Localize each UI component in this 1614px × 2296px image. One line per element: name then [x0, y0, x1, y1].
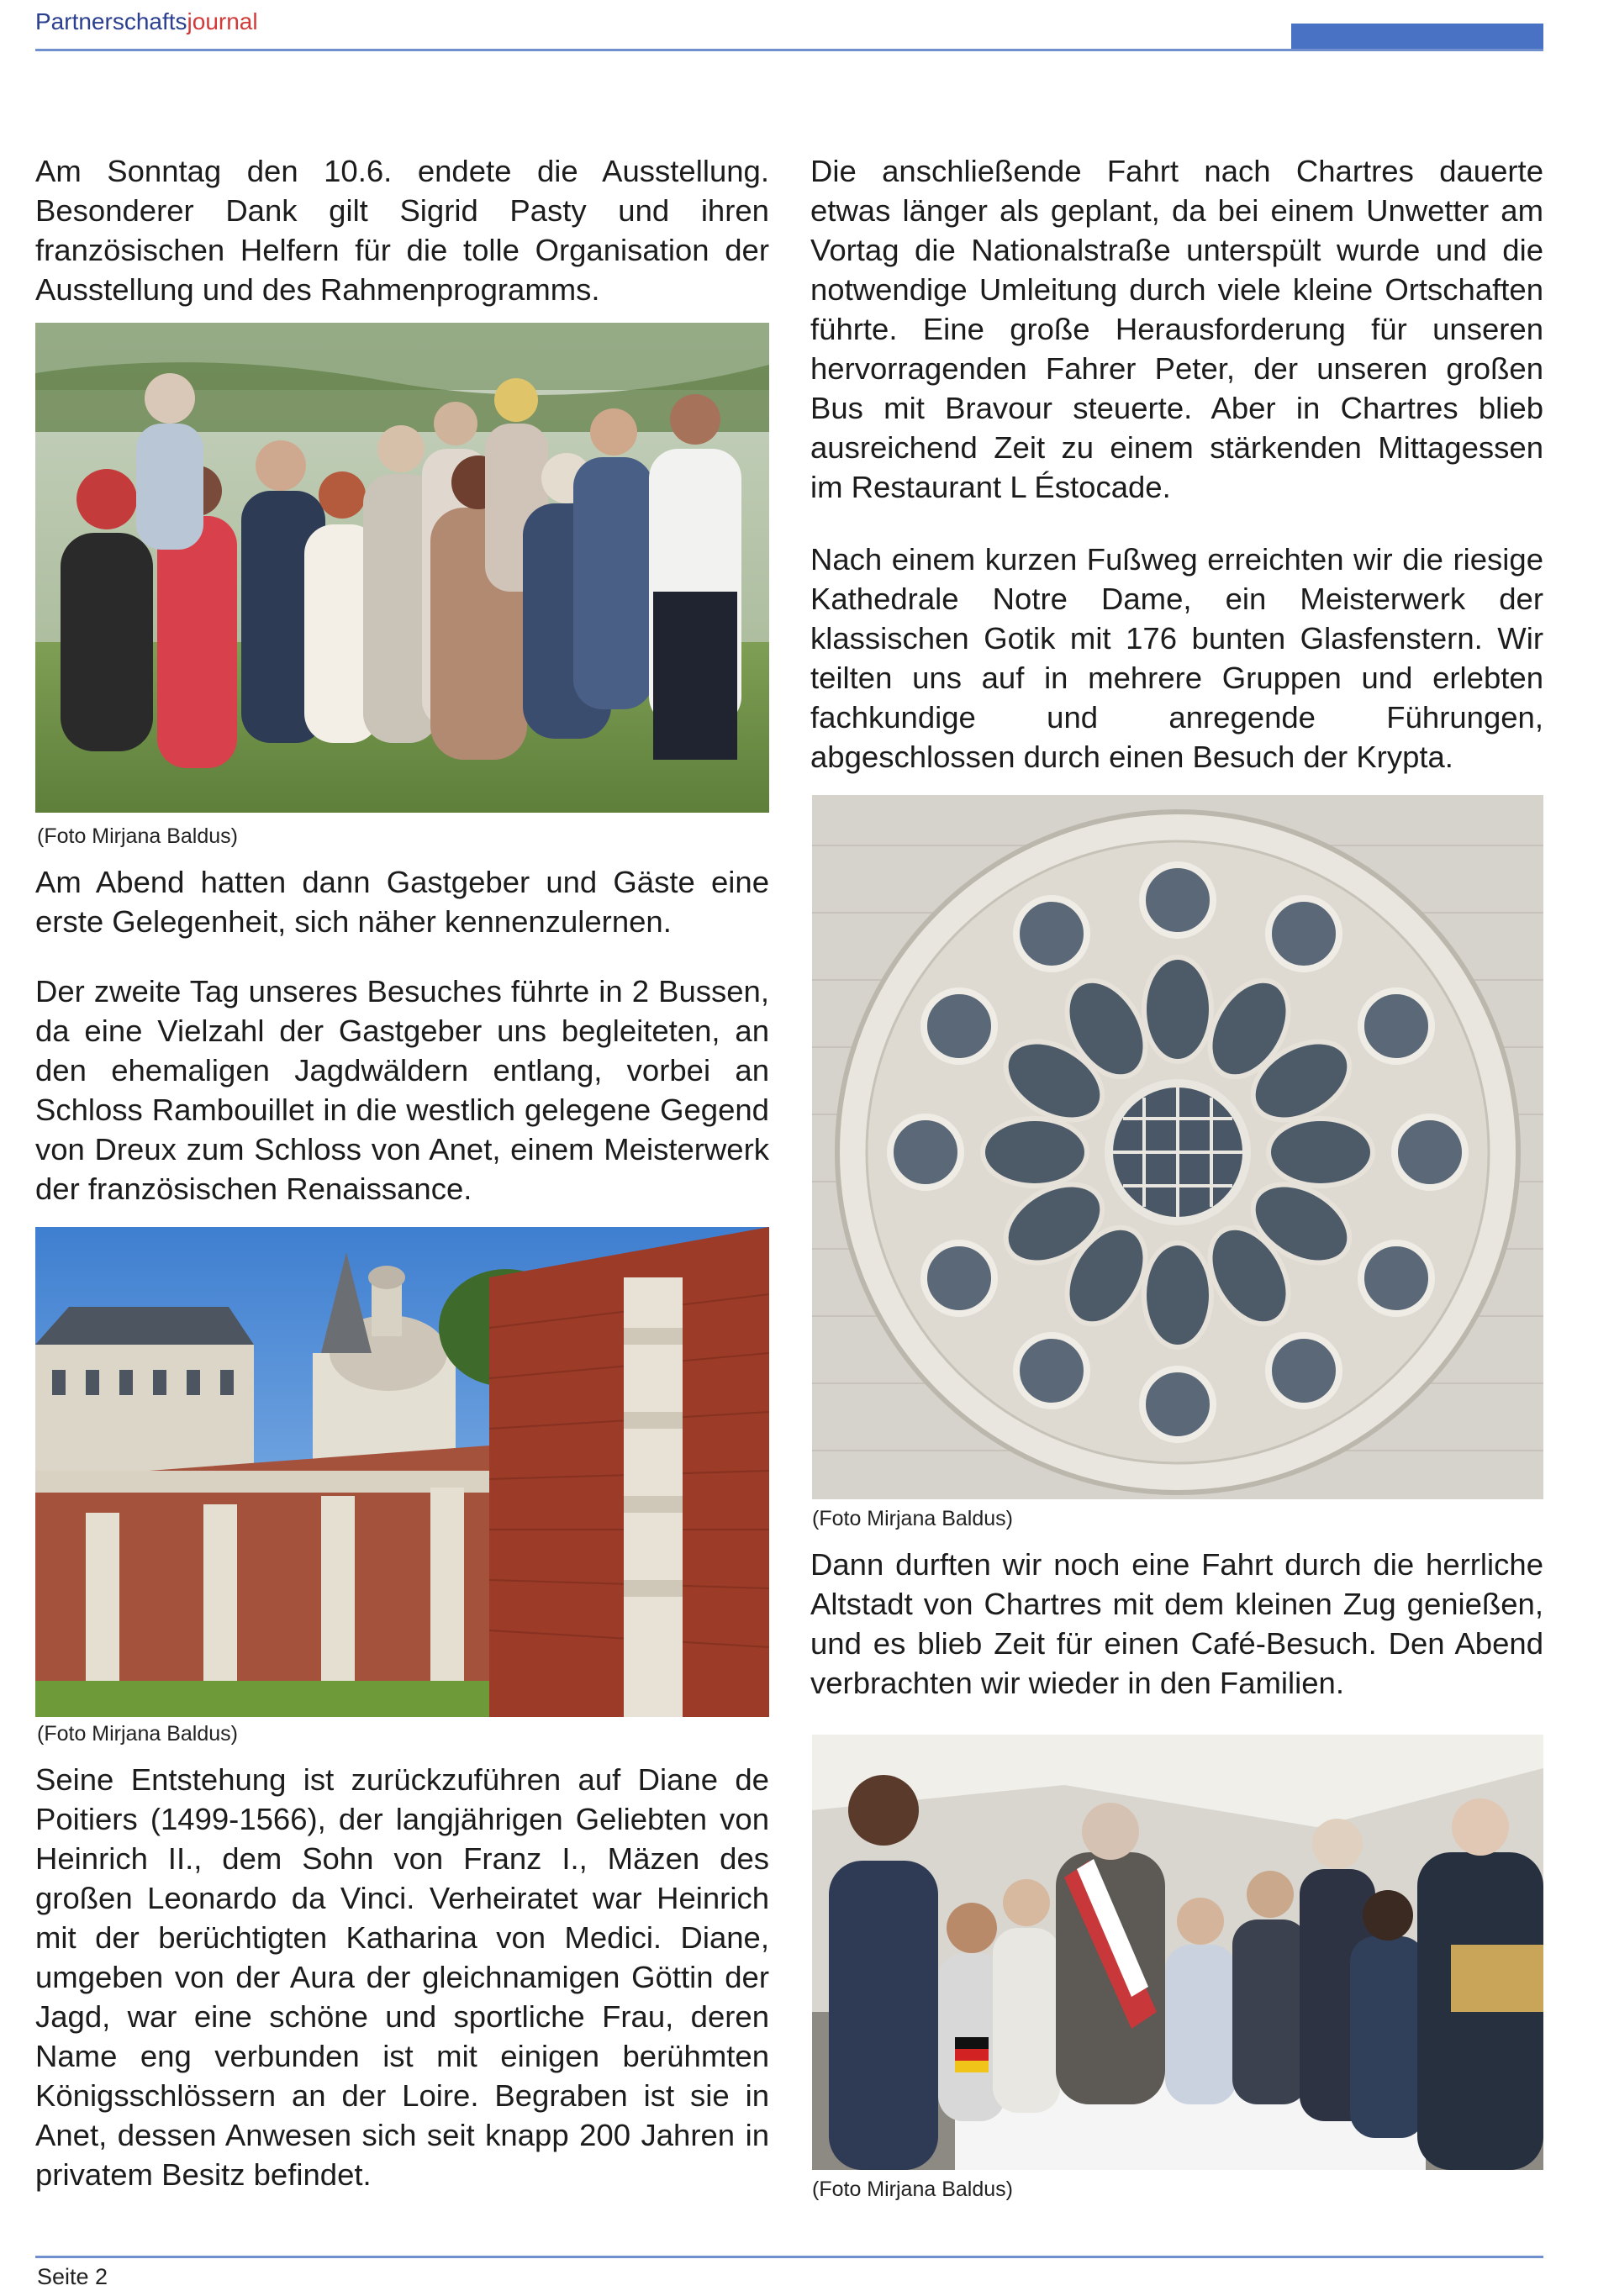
ceremony-photo	[812, 1735, 1543, 2170]
header-accent-bar	[1291, 24, 1543, 50]
footer-divider	[35, 2256, 1543, 2258]
right-paragraph-1: Die anschließende Fahrt nach Chartres dauerte etwas länger als geplant, da bei einem Unwetter am Vortag die Nationalstraße unterspült wurde und die notwendige Umleitung durch viele kleine Ortschaften führte. Eine große Herausforderung für unseren hervorragenden Fahrer Peter, der unseren großen Bus mit Bravour steuerte. Aber in Chartres blieb ausreichend Zeit zu einem stärkenden Mittagessen im Restaurant L Éstocade.	[810, 154, 1543, 504]
left-paragraph-2: Am Abend hatten dann Gastgeber und Gäste eine erste Gelegenheit, sich näher kennenzulernen.	[35, 865, 769, 939]
photo1-credit: (Foto Mirjana Baldus)	[37, 824, 238, 848]
journal-title-part1: Partnerschafts	[35, 8, 187, 34]
castle-photo	[35, 1227, 769, 1717]
header-divider	[35, 49, 1543, 51]
page-number: Seite 2	[37, 2264, 108, 2289]
right-paragraph-3: Dann durften wir noch eine Fahrt durch die herrliche Altstadt von Chartres mit dem kleinen Zug genießen, und es blieb Zeit für einen Café-Besuch. Den Abend verbrachten wir wieder in den Familien.	[810, 1547, 1543, 1700]
journal-title-part2: journal	[187, 8, 258, 34]
left-paragraph-3: Der zweite Tag unseres Besuches führte in 2 Bussen, da eine Vielzahl der Gastgeber uns begleiteten, an den ehemaligen Jagdwäldern entlang, vorbei an Schloss Rambouillet in die westlich gelegene Gegend von Dreux zum Schloss von Anet, einem Meisterwerk der französischen Renaissance.	[35, 974, 769, 1206]
left-paragraph-1: Am Sonntag den 10.6. endete die Ausstellung. Besonderer Dank gilt Sigrid Pasty und ihren französischen Helfern für die tolle Organisation der Ausstellung und des Rahmenprogramms.	[35, 154, 769, 307]
journal-title	[35, 8, 258, 35]
rose-window-photo	[812, 795, 1543, 1499]
photo4-credit: (Foto Mirjana Baldus)	[812, 2178, 1013, 2201]
photo2-credit: (Foto Mirjana Baldus)	[37, 1722, 238, 1746]
group-photo	[35, 323, 769, 813]
left-paragraph-4: Seine Entstehung ist zurückzuführen auf Diane de Poitiers (1499-1566), der langjährigen Geliebten von Heinrich II., dem Sohn von Franz I., Mäzen des großen Leonardo da Vinci. Verheiratet war Heinrich mit der berüchtigten Katharina von Medici. Diane, umgeben von der Aura der gleichnamigen Göttin der Jagd, war eine schöne und sportliche Frau, deren Name eng verbunden ist mit einigen berühmten Königsschlössern an der Loire. Begraben ist sie in Anet, dessen Anwesen sich seit knapp 200 Jahren in privatem Besitz befindet.	[35, 1762, 769, 2192]
photo3-credit: (Foto Mirjana Baldus)	[812, 1507, 1013, 1530]
right-paragraph-2: Nach einem kurzen Fußweg erreichten wir die riesige Kathedrale Notre Dame, ein Meisterwerk der klassischen Gotik mit 176 bunten Glasfenstern. Wir teilten uns auf in mehrere Gruppen und erlebten fachkundige und anregende Führungen, abgeschlossen durch einen Besuch der Krypta.	[810, 542, 1543, 774]
